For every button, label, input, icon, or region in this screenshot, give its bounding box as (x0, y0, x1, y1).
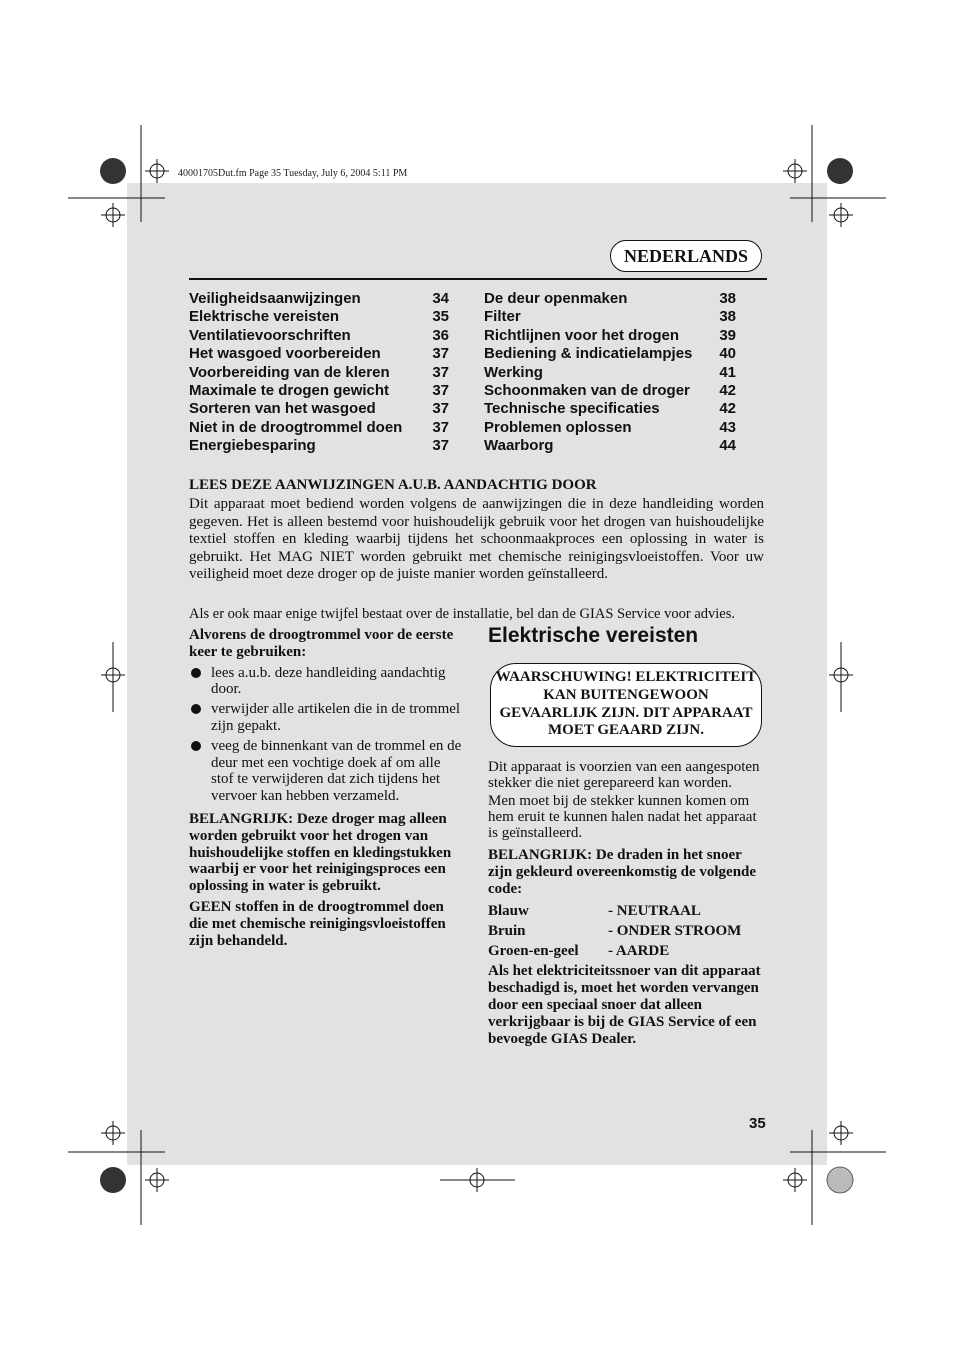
toc-title: Elektrische vereisten (189, 308, 340, 326)
access-text: Men moet bij de stekker kunnen komen om hem eruit te kunnen halen nadat het apparaat is geïnstalleerd. (488, 793, 757, 842)
wire-color: Blauw (488, 903, 529, 920)
language-tab: NEDERLANDS (610, 240, 762, 272)
no-chemicals-note: GEEN stoffen in de droogtrommel doen die met chemische reinigingsvloeistoffen zijn behandeld. (189, 898, 446, 949)
toc-row[interactable] (484, 345, 736, 363)
toc-row[interactable] (484, 308, 736, 326)
toc-left (189, 290, 449, 456)
wire-meaning: - NEUTRAAL (608, 903, 701, 920)
toc-row[interactable] (484, 327, 736, 345)
list-item (189, 665, 465, 699)
toc-row[interactable] (189, 364, 449, 382)
toc-row[interactable] (189, 327, 449, 345)
toc-title: De deur openmaken (484, 290, 628, 307)
list-item-text: lees a.u.b. deze handleiding aandachtig door. (211, 664, 446, 698)
toc-title: Ventilatievoorschriften (189, 326, 351, 344)
toc-title: Technische specificaties (484, 400, 660, 418)
list-item (189, 738, 465, 805)
toc-page: 41 (719, 363, 736, 381)
toc-row[interactable] (484, 290, 736, 308)
first-use-list (189, 665, 465, 805)
wire-color: Bruin (488, 923, 526, 940)
page-number: 35 (749, 1115, 766, 1132)
toc-page: 38 (719, 290, 736, 307)
list-item-text: verwijder alle artikelen die in de trommel zijn gepakt. (211, 701, 461, 734)
toc-page: 37 (432, 437, 449, 455)
toc-page: 37 (432, 381, 449, 399)
toc-row[interactable] (189, 345, 449, 363)
toc-title: Problemen oplossen (484, 418, 632, 436)
toc-page: 44 (719, 437, 736, 455)
header-rule (189, 278, 767, 280)
toc-title: Niet in de droogtrommel doen (189, 418, 403, 436)
intro-heading: LEES DEZE AANWIJZINGEN A.U.B. AANDACHTIG DOOR (189, 477, 597, 493)
wire-code-row (488, 901, 764, 921)
warning-box: WAARSCHUWING! ELEKTRICITEIT KAN BUITENGEWOON GEVAARLIJK ZIJN. DIT APPARAAT MOET GEAARD ZIJN. (490, 663, 762, 747)
bullet-icon (191, 704, 201, 714)
wire-color: Groen-en-geel (488, 943, 579, 960)
list-item-text: veeg de binnenkant van de trommel en de deur met een vochtige doek af om alle stof te verwijderen dat zich tijdens het vervoer kan hebben verzameld. (211, 737, 462, 805)
damaged-cord-note: Als het elektriciteitssnoer van dit apparaat beschadigd is, moet het worden vervangen door een speciaal snoer dat alleen verkrijgbaar is bij de GIAS Service of een bevoegde GIAS Dealer. (488, 963, 761, 1048)
toc-row[interactable] (189, 290, 449, 308)
toc-title: Schoonmaken van de droger (484, 381, 690, 399)
wire-meaning: - ONDER STROOM (608, 923, 742, 940)
toc-title: Bediening & indicatielampjes (484, 345, 693, 363)
code-intro: BELANGRIJK: De draden in het snoer zijn gekleurd overeenkomstig de volgende code: (488, 847, 757, 898)
toc-page: 36 (432, 326, 449, 344)
toc-page: 37 (432, 345, 449, 363)
toc-page: 37 (432, 363, 449, 381)
toc-page: 37 (432, 418, 449, 436)
toc-title: Energiebesparing (189, 437, 316, 455)
toc-title: Richtlijnen voor het drogen (484, 326, 680, 344)
bullet-icon (191, 741, 201, 751)
wire-code-row (488, 941, 764, 961)
service-note: Als er ook maar enige twijfel bestaat over de installatie, bel dan de GIAS Service voor advies. (189, 606, 735, 622)
list-item (189, 701, 465, 735)
file-info: 40001705Dut.fm Page 35 Tuesday, July 6, 2004 5:11 PM (178, 168, 408, 179)
toc-page: 42 (719, 381, 736, 399)
plug-text: Dit apparaat is voorzien van een aangespoten stekker die niet gerepareerd kan worden. (488, 759, 760, 792)
toc-row[interactable] (484, 400, 736, 418)
toc-title: Het wasgoed voorbereiden (189, 345, 381, 363)
toc-page: 42 (719, 400, 736, 418)
toc-title: Sorteren van het wasgoed (189, 400, 376, 418)
left-column (189, 627, 465, 953)
toc-title: Maximale te drogen gewicht (189, 381, 390, 399)
toc-row[interactable] (484, 364, 736, 382)
toc-page: 35 (432, 308, 449, 326)
toc-page: 38 (719, 308, 736, 326)
toc-row[interactable] (189, 382, 449, 400)
toc-title: Veiligheidsaanwijzingen (189, 290, 361, 307)
toc-title: Waarborg (484, 437, 554, 455)
toc-page: 39 (719, 326, 736, 344)
toc-page: 37 (432, 400, 449, 418)
toc-row[interactable] (189, 419, 449, 437)
toc-title: Filter (484, 308, 521, 326)
important-note: BELANGRIJK: Deze droger mag alleen worden gebruikt voor het drogen van huishoudelijke stoffen en kledingstukken waarbij er voor het reinigingsproces een oplossing in water is gebruikt. (189, 810, 452, 895)
toc-title: Voorbereiding van de kleren (189, 363, 390, 381)
toc-right (484, 290, 736, 456)
toc-row[interactable] (484, 382, 736, 400)
toc-row[interactable] (189, 437, 449, 455)
toc-page: 43 (719, 418, 736, 436)
toc-page: 40 (719, 345, 736, 363)
toc-row[interactable] (484, 437, 736, 455)
wire-code-row (488, 921, 764, 941)
intro-body: Dit apparaat moet bediend worden volgens de aanwijzingen die in deze handleiding worden gegeven. Het is alleen bestemd voor huishoudelijk gebruik voor het drogen van huishoudelijke textiel stoffen en kleding waarbij tijdens het schoonmaakproces een oplossing in water is gebruikt. Het MAG NIET worden gebruikt met chemische reinigingsvloeistoffen. Voor uw veiligheid moet deze droger op de juiste manier worden geïnstalleerd. (189, 496, 764, 583)
toc-row[interactable] (484, 419, 736, 437)
section-title: Elektrische vereisten (488, 624, 699, 647)
wire-code-table (488, 901, 764, 961)
first-use-lead: Alvorens de droogtrommel voor de eerste keer te gebruiken: (189, 627, 454, 660)
toc-row[interactable] (189, 308, 449, 326)
toc-row[interactable] (189, 400, 449, 418)
right-column (488, 623, 764, 1048)
toc-page: 34 (432, 290, 449, 307)
toc-title: Werking (484, 363, 543, 381)
wire-meaning: - AARDE (608, 943, 670, 960)
bullet-icon (191, 668, 201, 678)
